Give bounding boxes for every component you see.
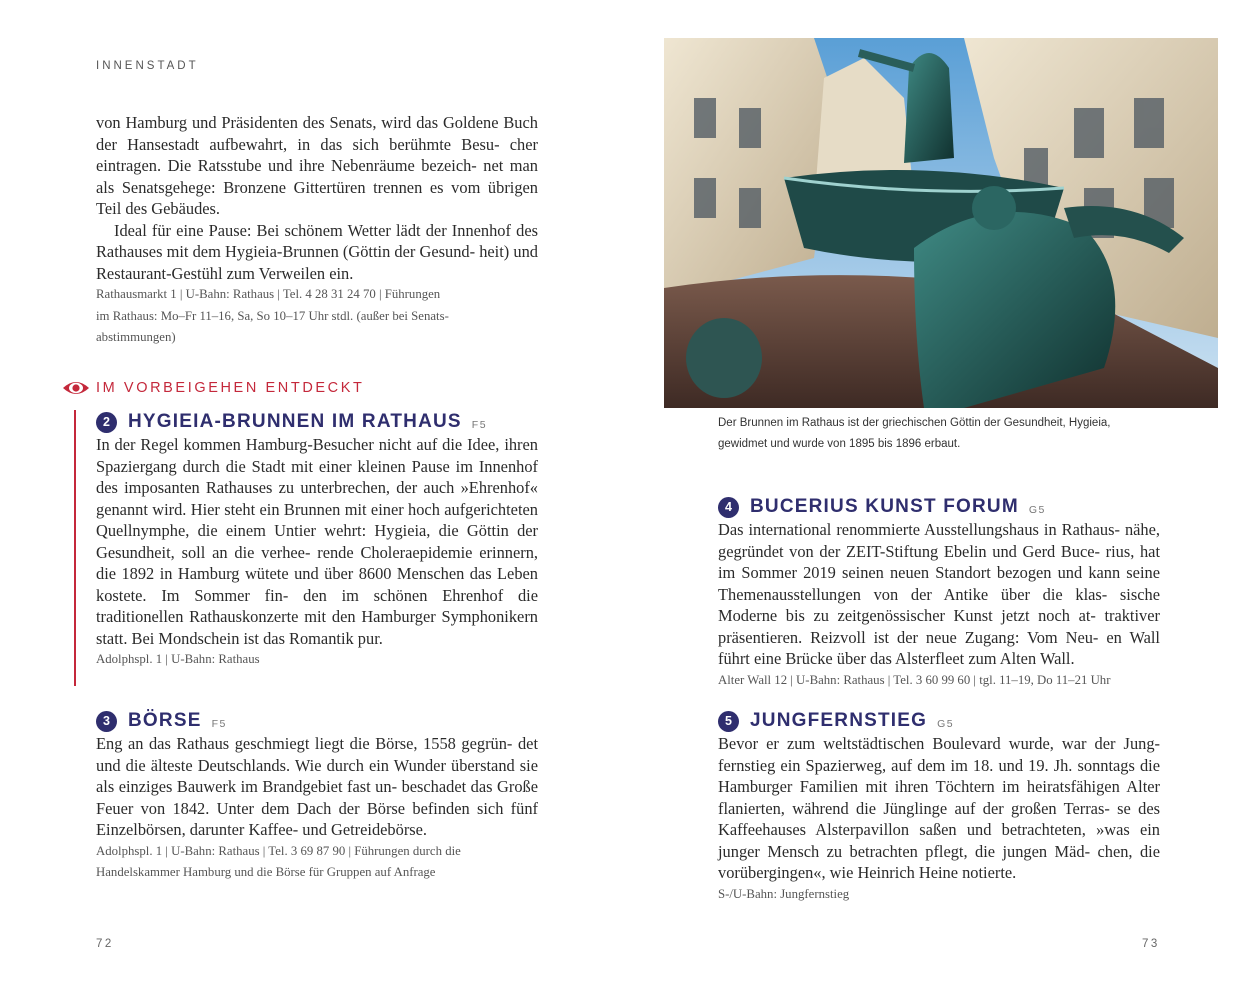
tip-header	[62, 379, 364, 397]
section-boerse	[96, 709, 538, 884]
section-heading: HYGIEIA-BRUNNEN IM RATHAUS	[128, 411, 462, 432]
section-hygieia	[96, 410, 538, 671]
section-title	[718, 495, 1160, 519]
section-title	[96, 709, 538, 733]
section-info: Adolphspl. 1 | U-Bahn: Rathaus | Tel. 3 69 87 90 | Führungen durch die Handelskammer Hamburg und die Börse für Gruppen auf Anfrage	[96, 843, 461, 879]
section-info: Alter Wall 12 | U-Bahn: Rathaus | Tel. 3 60 99 60 | tgl. 11–19, Do 11–21 Uhr	[718, 672, 1111, 687]
map-grid-ref: G5	[1028, 503, 1046, 516]
intro-paragraph-2: Ideal für eine Pause: Bei schönem Wetter lädt der Innenhof des Rathauses mit dem Hygieia-Brunnen (Göttin der Gesund- heit) und Restaurant-Gestühl zum Verweilen ein.	[96, 220, 538, 283]
map-grid-ref: F5	[211, 717, 227, 730]
tip-label: IM VORBEIGEHEN ENTDECKT	[96, 380, 365, 396]
photo-caption: Der Brunnen im Rathaus ist der griechischen Göttin der Gesundheit, Hygieia, gewidmet und wurde von 1895 bis 1896 erbaut.	[718, 417, 1111, 450]
eye-icon	[62, 379, 90, 397]
section-number-badge: 5	[718, 711, 739, 732]
section-title	[718, 709, 1160, 733]
section-heading: BÖRSE	[128, 710, 202, 731]
fountain-photo	[664, 38, 1218, 408]
section-jungfernstieg	[718, 709, 1160, 905]
section-body: In der Regel kommen Hamburg-Besucher nicht auf die Idee, ihren Spaziergang durch die Stadt mit einer kleinen Pause im Innenhof des imposanten Rathauses zu unterbrechen, der auch »Ehrenhof« genannt wird. Hier steht ein Brunnen mit einer hoch aufgerichteten Quellnymphe, die einem Untier wehrt: Hygieia, die Göttin der Gesundheit, soll an die verhee- rende Choleraepidemie erinnern, die 1892 in Hamburg wütete und über 8600 Menschen das Leben kostete. Im Sommer fin- den im schönen Ehrenhof die traditionellen Rathauskonzerte mit den Hamburger Symphonikern statt. Bei Mondschein ist das Romantik pur.	[96, 435, 539, 648]
section-number-badge: 2	[96, 412, 117, 433]
intro-paragraph: von Hamburg und Präsidenten des Senats, wird das Goldene Buch der Hansestadt aufbewahrt, in das sich berühmte Besu- cher eintragen. Die Ratsstube und ihre Nebenräume bezeich- net man als Senatsgehege: Bronzene Gittertüren trennen es vom übrigen Teil des Gebäudes.	[96, 113, 538, 218]
map-grid-ref: F5	[471, 418, 488, 431]
section-number-badge: 3	[96, 711, 117, 732]
section-body: Das international renommierte Ausstellungshaus in Rathaus- nähe, gegründet von der ZEIT-Stiftung Ebelin und Gerd Buce- rius, hat im Sommer 2019 seinen neuen Standort bezogen und kann seine Themenausstellungen von der Antike über die klas- sische Moderne bis zu zeitgenössischer Kunst jetzt noch at- traktiver präsentieren. Reizvoll ist der neue Zugang: Vom Neu- en Wall führt eine Brücke über das Alsterfleet zum Alten Wall.	[718, 520, 1160, 668]
page-number-right: 73	[1142, 938, 1160, 950]
map-grid-ref: G5	[937, 717, 955, 730]
section-heading: JUNGFERNSTIEG	[750, 710, 928, 731]
section-body: Eng an das Rathaus geschmiegt liegt die Börse, 1558 gegrün- det und die älteste Deutschlands. Wie durch ein Wunder überstand sie als einziges Bauwerk im Brandgebiet fast un- beschadet das Große Feuer von 1842. Unter dem Dach der Börse befinden sich fünf Einzelbörsen, darunter Kaffee- und Getreidebörse.	[96, 734, 539, 839]
rathaus-info: Rathausmarkt 1 | U-Bahn: Rathaus | Tel. 4 28 31 24 70 | Führungen im Rathaus: Mo–Fr 11–16, Sa, So 10–17 Uhr stdl. (außer bei Senats- abstimmungen)	[96, 287, 449, 344]
section-bucerius	[718, 495, 1160, 691]
section-body: Bevor er zum weltstädtischen Boulevard wurde, war der Jung- fernstieg ein Spazierweg, auf dem im 18. und 19. Jh. sonntags die Hamburger Familien mit ihren Töchtern im heiratsfähigen Alter flanierten, während die Jünglinge auf der großen Terras- se des Kaffeehauses Alsterpavillon saßen und betrachteten, »was ein junger Mensch zu betrachten pflegt, die jungen Mäd- chen, die vorübergingen«, wie Heinrich Heine notierte.	[718, 734, 1160, 882]
section-info: S-/U-Bahn: Jungfernstieg	[718, 886, 850, 901]
intro-text	[96, 112, 538, 349]
page-number-left: 72	[96, 938, 114, 950]
section-number-badge: 4	[718, 497, 739, 518]
running-head: INNENSTADT	[96, 60, 199, 72]
section-heading: BUCERIUS KUNST FORUM	[750, 496, 1019, 517]
section-title	[96, 410, 538, 434]
tip-bar	[74, 410, 76, 686]
section-info: Adolphspl. 1 | U-Bahn: Rathaus	[96, 652, 260, 666]
